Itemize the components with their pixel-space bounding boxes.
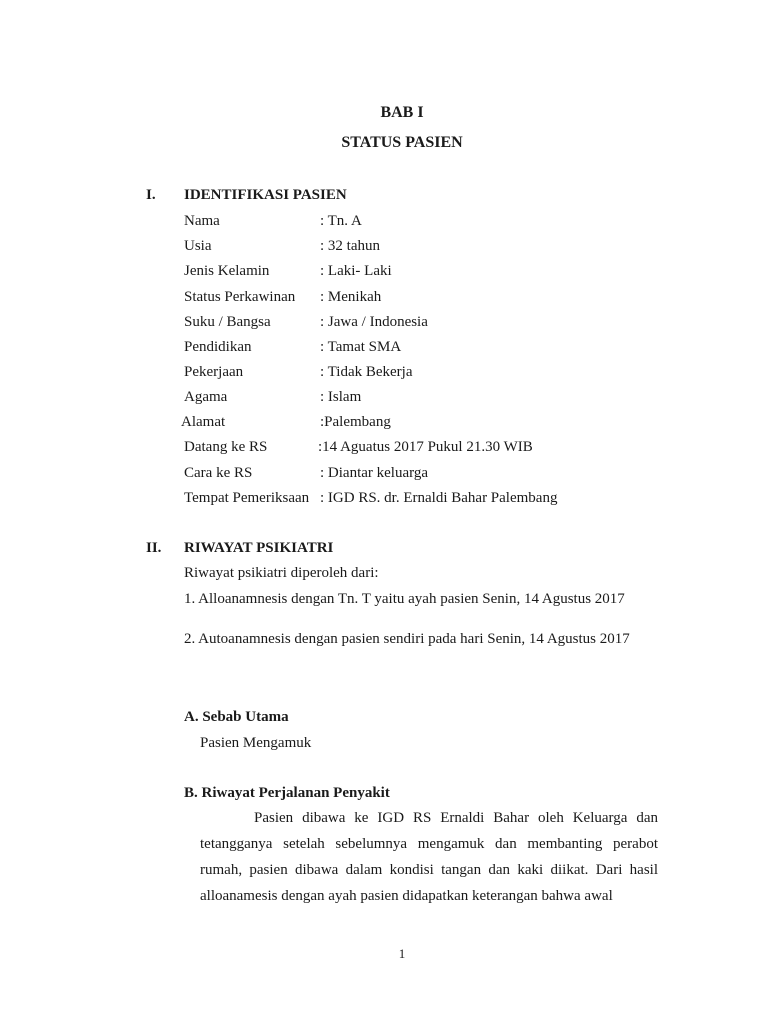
subsection-a-text: Pasien Mengamuk — [200, 735, 312, 751]
field-value: : Laki- Laki — [320, 263, 392, 279]
subsection-a-heading: A. Sebab Utama — [184, 709, 289, 725]
field-label: Status Perkawinan — [184, 289, 296, 305]
field-value: : 32 tahun — [320, 238, 380, 254]
field-label: Agama — [184, 389, 228, 405]
list-item: 2. Autoanamnesis dengan pasien sendiri pada hari Senin, 14 Agustus 2017 — [184, 631, 630, 647]
field-value: : Tamat SMA — [320, 339, 402, 355]
field-value: : IGD RS. dr. Ernaldi Bahar Palembang — [320, 490, 558, 506]
field-label: Alamat — [181, 414, 226, 430]
section-1-number: I. — [146, 187, 156, 203]
field-value: : Menikah — [320, 289, 382, 305]
subsection-b-text: Pasien dibawa ke IGD RS Ernaldi Bahar oleh Keluarga dan tetangganya setelah sebelumnya mengamuk dan membanting perabot rumah, pasien dibawa dalam kondisi tangan dan kaki diikat. Dari hasil alloanamesis dengan ayah pasien didapatkan keterangan bahwa awal — [200, 810, 658, 904]
page-number: 1 — [398, 946, 406, 961]
section-2-intro: Riwayat psikiatri diperoleh dari: — [184, 565, 379, 581]
field-label: Suku / Bangsa — [184, 314, 271, 330]
section-2-number: II. — [146, 540, 162, 556]
field-label: Nama — [184, 213, 220, 229]
field-label: Cara ke RS — [184, 465, 253, 481]
subsection-b-paragraph — [200, 805, 658, 909]
field-label: Datang ke RS — [184, 439, 268, 455]
field-label: Pendidikan — [184, 339, 252, 355]
field-label: Usia — [184, 238, 212, 254]
subsection-b-heading: B. Riwayat Perjalanan Penyakit — [184, 785, 390, 801]
field-value: : Diantar keluarga — [320, 465, 429, 481]
field-value: :14 Aguatus 2017 Pukul 21.30 WIB — [318, 439, 533, 455]
field-value: : Jawa / Indonesia — [320, 314, 428, 330]
chapter-heading: BAB I — [380, 104, 424, 121]
field-label: Tempat Pemeriksaan — [184, 490, 310, 506]
page-title: STATUS PASIEN — [341, 134, 463, 151]
field-label: Pekerjaan — [184, 364, 244, 380]
section-1-heading: IDENTIFIKASI PASIEN — [184, 187, 347, 203]
field-label: Jenis Kelamin — [184, 263, 270, 279]
section-2-heading: RIWAYAT PSIKIATRI — [184, 540, 334, 556]
list-item: 1. Alloanamnesis dengan Tn. T yaitu ayah pasien Senin, 14 Agustus 2017 — [184, 591, 625, 607]
field-value: : Islam — [320, 389, 362, 405]
field-value: : Tn. A — [320, 213, 362, 229]
field-value: :Palembang — [320, 414, 391, 430]
field-value: : Tidak Bekerja — [320, 364, 413, 380]
